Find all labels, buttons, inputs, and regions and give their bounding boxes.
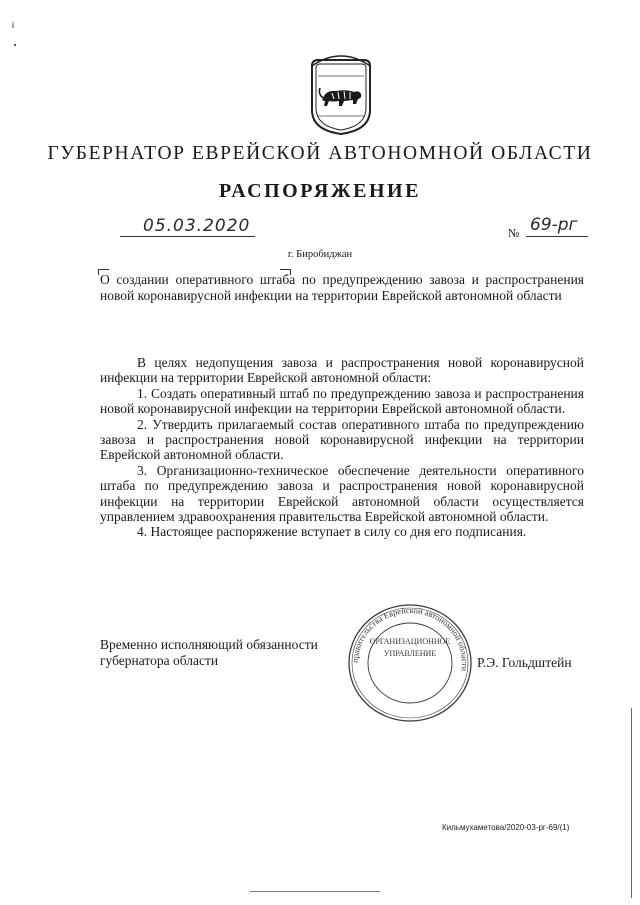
signatory-position-line2: губернатора области xyxy=(100,653,219,668)
stamp-inner-line2: УПРАВЛЕНИЕ xyxy=(383,649,437,658)
subject-text: О создании оперативного штаба по предупреждению завоза и распространения новой коронавирусной инфекции на территории Еврейской автономной области xyxy=(100,272,584,303)
city-line: г. Биробиджан xyxy=(287,249,353,260)
scan-edge-line xyxy=(631,708,632,898)
order-body xyxy=(100,355,584,540)
bottom-line xyxy=(250,891,380,892)
body-item-1: 1. Создать оперативный штаб по предупреждению завоза и распространения новой коронавирусной инфекции на территории Еврейской автономной области. xyxy=(100,385,584,417)
stamp-outer-text: правительства Еврейской автономной области xyxy=(349,604,471,672)
tiger-icon xyxy=(319,88,361,106)
document-date: 05.03.2020 xyxy=(143,216,251,236)
margin-mark: i xyxy=(12,20,14,30)
signatory-position xyxy=(100,637,318,669)
date-underline xyxy=(120,236,255,237)
number-label: № xyxy=(508,226,520,240)
footer-reference: Кильмухаметова/2020-03-рг-69/(1) xyxy=(442,823,570,832)
body-item-3: 3. Организационно-техническое обеспечение деятельности оперативного штаба по предупреждению завоза и распространения новой коронавирусной инфекции на территории Еврейской автономной области осуществляется управлением здравоохранения правительства Еврейской автономной области. xyxy=(100,462,584,525)
stamp-inner-line1: ОРГАНИЗАЦИОННОЕ xyxy=(369,637,451,646)
document-number: 69-рг xyxy=(530,215,578,235)
official-stamp xyxy=(346,602,474,724)
number-underline xyxy=(526,236,588,237)
signatory-position-line1: Временно исполняющий обязанности xyxy=(100,637,318,652)
margin-dot xyxy=(14,44,16,46)
body-item-4: 4. Настоящее распоряжение вступает в силу со дня его подписания. xyxy=(137,524,527,540)
document-type-title: РАСПОРЯЖЕНИЕ xyxy=(219,180,421,202)
body-intro: В целях недопущения завоза и распространения новой коронавирусной инфекции на территории Еврейской автономной области: xyxy=(100,355,584,386)
authority-title: ГУБЕРНАТОР ЕВРЕЙСКОЙ АВТОНОМНОЙ ОБЛАСТИ xyxy=(47,143,593,164)
signatory-name: Р.Э. Гольдштейн xyxy=(477,655,572,670)
body-item-2: 2. Утвердить прилагаемый состав оперативного штаба по предупреждению завоза и распространения новой коронавирусной инфекции на территории Еврейской автономной области. xyxy=(100,416,584,463)
coat-of-arms-emblem xyxy=(306,54,376,138)
